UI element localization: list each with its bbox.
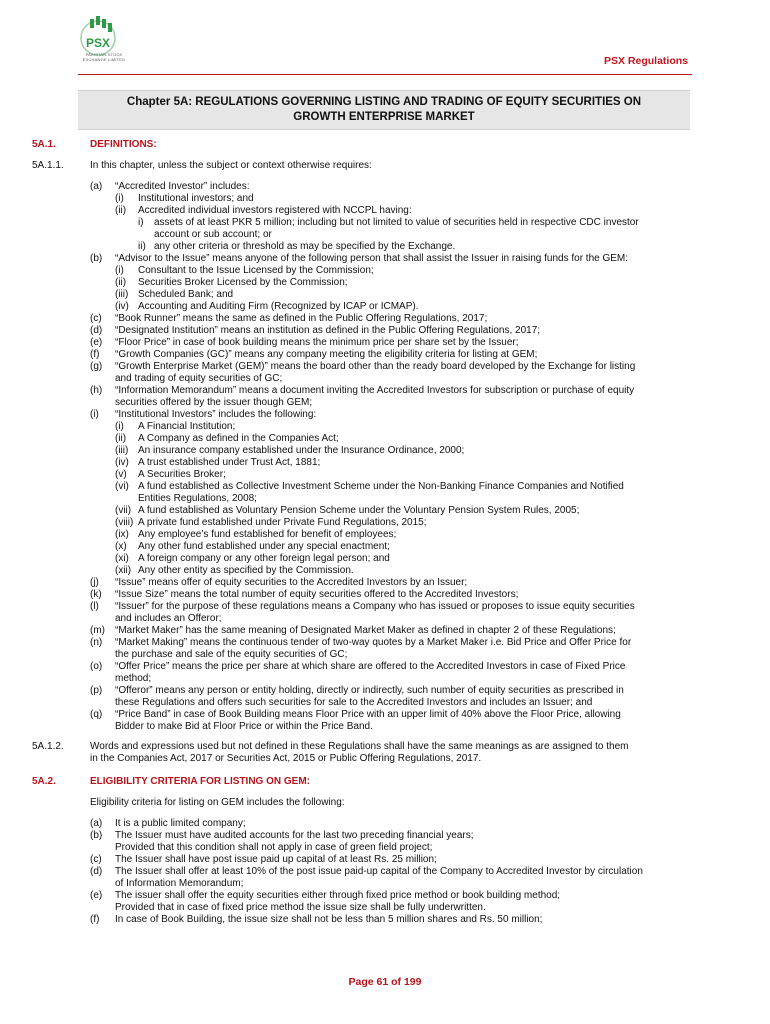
text-line: (ii) (115, 433, 127, 444)
text-line: (vii) (115, 505, 132, 516)
text-line: 5A.1.1. (32, 160, 64, 171)
text-line: A Company as defined in the Companies Act; (138, 433, 339, 444)
text-line: i) (138, 217, 144, 228)
text-line: (xi) (115, 553, 129, 564)
text-line: “Information Memorandum” means a document inviting the Accredited Investors for subscription or purchase of equity (115, 385, 635, 396)
text-line: A fund established as Collective Investment Scheme under the Non-Banking Finance Companies and Notified (138, 481, 624, 492)
page-number: Page 61 of 199 (348, 976, 422, 988)
text-line: (l) (90, 601, 99, 612)
text-line: Institutional investors; and (138, 193, 254, 204)
text-line: “Issue” means offer of equity securities to the Accredited Investors by an Issuer; (115, 577, 468, 588)
text-line: A Financial Institution; (138, 421, 236, 432)
text-line: “Offeror” means any person or entity holding, directly or indirectly, such number of equity securities as prescribed in (115, 685, 624, 696)
text-line: (i) (115, 421, 124, 432)
chapter-title-line-2: GROWTH ENTERPRISE MARKET (293, 111, 475, 123)
header-divider (78, 74, 692, 75)
text-line: “Price Band” in case of Book Building means Floor Price with an upper limit of 40% above the Floor Price, allowing (115, 709, 621, 720)
text-line: Consultant to the Issue Licensed by the Commission; (138, 265, 374, 276)
text-line: A private fund established under Private Fund Regulations, 2015; (138, 517, 427, 528)
text-line: of Information Memorandum; (115, 878, 244, 889)
logo-subtext: PAKISTAN STOCK EXCHANGE LIMITED (82, 52, 126, 62)
text-line: securities offered by the issuer though GEM; (115, 397, 313, 408)
text-line: “Institutional Investors” includes the following: (115, 409, 317, 420)
text-line: 5A.2. (32, 776, 56, 787)
text-line: the purchase and sale of the equity securities of GC; (115, 649, 348, 660)
text-line: any other criteria or threshold as may be specified by the Exchange. (154, 241, 456, 252)
text-line: Securities Broker Licensed by the Commission; (138, 277, 348, 288)
text-line: (h) (90, 385, 103, 396)
text-line: (iv) (115, 457, 129, 468)
text-line: “Floor Price” in case of book building means the minimum price per share set by the Issuer; (115, 337, 519, 348)
text-line: method; (115, 673, 152, 684)
text-line: (i) (90, 409, 99, 420)
text-line: (ii) (115, 277, 127, 288)
text-line: (ix) (115, 529, 129, 540)
text-line: The issuer shall offer the equity securities either through fixed price method or book building method; (115, 890, 561, 901)
text-line: (b) (90, 830, 103, 841)
text-line: (iii) (115, 445, 129, 456)
text-line: The Issuer shall offer at least 10% of the post issue paid-up capital of the Company to Accredited Investor by circulation (115, 866, 643, 877)
text-line: (iii) (115, 289, 129, 300)
text-line: (f) (90, 914, 100, 925)
text-line: (d) (90, 866, 103, 877)
text-line: ELIGIBILITY CRITERIA FOR LISTING ON GEM: (90, 776, 310, 787)
text-line: (d) (90, 325, 103, 336)
text-line: It is a public limited company; (115, 818, 246, 829)
text-line: in the Companies Act, 2017 or Securities Act, 2015 or Public Offering Regulations, 2017. (90, 753, 482, 764)
text-line: (a) (90, 181, 103, 192)
text-line: Any other entity as specified by the Commission. (138, 565, 354, 576)
text-line: (j) (90, 577, 99, 588)
text-line: “Issue Size” means the total number of equity securities offered to the Accredited Investors; (115, 589, 519, 600)
text-line: (i) (115, 193, 124, 204)
text-line: (b) (90, 253, 103, 264)
text-line: (k) (90, 589, 102, 600)
psx-logo (72, 14, 142, 76)
text-line: (g) (90, 361, 103, 372)
text-line: “Advisor to the Issue” means anyone of the following person that shall assist the Issuer in raising funds for the GEM: (115, 253, 629, 264)
text-line: (p) (90, 685, 103, 696)
text-line: (a) (90, 818, 103, 829)
text-line: The Issuer shall have post issue paid up capital of at least Rs. 25 million; (115, 854, 437, 865)
text-line: “Growth Enterprise Market (GEM)” means the board other than the ready board developed by the Exchange for listing (115, 361, 636, 372)
text-line: “Growth Companies (GC)” means any company meeting the eligibility criteria for listing at GEM; (115, 349, 538, 360)
text-line: “Market Maker” has the same meaning of Designated Market Maker as defined in chapter 2 of these Regulations; (115, 625, 616, 636)
text-line: “Accredited Investor” includes: (115, 181, 250, 192)
chapter-title-bar (78, 90, 690, 130)
text-line: Eligibility criteria for listing on GEM includes the following: (90, 797, 345, 808)
text-line: A foreign company or any other foreign legal person; and (138, 553, 390, 564)
text-line: (iv) (115, 301, 129, 312)
text-line: (e) (90, 890, 103, 901)
text-line: Accounting and Auditing Firm (Recognized by ICAP or ICMAP). (138, 301, 419, 312)
text-line: (viii) (115, 517, 134, 528)
chapter-title-line-1: Chapter 5A: REGULATIONS GOVERNING LISTING AND TRADING OF EQUITY SECURITIES ON (126, 96, 642, 108)
text-line: Bidder to make Bid at Floor Price or within the Price Band. (115, 721, 373, 732)
text-line: “Designated Institution” means an institution as defined in the Public Offering Regulations, 2017; (115, 325, 541, 336)
text-line: (e) (90, 337, 103, 348)
text-line: In case of Book Building, the issue size shall not be less than 5 million shares and Rs. 50 million; (115, 914, 543, 925)
header-title: PSX Regulations (603, 55, 688, 67)
text-line: assets of at least PKR 5 million; including but not limited to value of securities held in respective CDC investor (154, 217, 639, 228)
text-line: account or sub account; or (154, 229, 272, 240)
text-line: Any employee’s fund established for benefit of employees; (138, 529, 397, 540)
text-line: In this chapter, unless the subject or context otherwise requires: (90, 160, 372, 171)
text-line: (c) (90, 854, 102, 865)
text-line: An insurance company established under the Insurance Ordinance, 2000; (138, 445, 465, 456)
text-line: 5A.1.2. (32, 741, 64, 752)
text-line: “Market Making” means the continuous tender of two-way quotes by a Market Maker i.e. Bid Price and Offer Price for (115, 637, 632, 648)
text-line: Accredited individual investors registered with NCCPL having: (138, 205, 412, 216)
text-line: Provided that this condition shall not apply in case of green field project; (115, 842, 433, 853)
text-line: Entities Regulations, 2008; (138, 493, 257, 504)
text-line: Scheduled Bank; and (138, 289, 234, 300)
text-line: A Securities Broker; (138, 469, 226, 480)
text-line: “Offer Price” means the price per share at which share are offered to the Accredited Investors in case of Fixed Price (115, 661, 626, 672)
text-line: (v) (115, 469, 127, 480)
text-line: and includes an Offeror; (115, 613, 222, 624)
text-line: The Issuer must have audited accounts for the last two preceding financial years; (115, 830, 474, 841)
svg-text:PSX: PSX (85, 36, 111, 50)
text-line: (i) (115, 265, 124, 276)
text-line: DEFINITIONS: (90, 139, 157, 150)
text-line: A trust established under Trust Act, 1881; (138, 457, 321, 468)
text-line: ii) (138, 241, 146, 252)
text-line: (m) (90, 625, 105, 636)
text-line: Any other fund established under any special enactment; (138, 541, 390, 552)
text-line: 5A.1. (32, 139, 56, 150)
text-line: (ii) (115, 205, 127, 216)
text-line: (xii) (115, 565, 132, 576)
text-line: (o) (90, 661, 103, 672)
text-line: (f) (90, 349, 100, 360)
text-line: (q) (90, 709, 103, 720)
text-line: “Book Runner” means the same as defined in the Public Offering Regulations, 2017; (115, 313, 488, 324)
text-line: Provided that in case of fixed price method the issue size shall be fully underwritten. (115, 902, 486, 913)
text-line: A fund established as Voluntary Pension Scheme under the Voluntary Pension System Rules, 2005; (138, 505, 580, 516)
text-line: (n) (90, 637, 103, 648)
text-line: (c) (90, 313, 102, 324)
text-line: these Regulations and offers such securities for sale to the Accredited Investors and includes an Issuer; and (115, 697, 593, 708)
text-line: “Issuer” for the purpose of these regulations means a Company who has issued or proposes to issue equity securities (115, 601, 635, 612)
text-line: (vi) (115, 481, 129, 492)
text-line: (x) (115, 541, 127, 552)
text-line: and trading of equity securities of GC; (115, 373, 283, 384)
text-line: Words and expressions used but not defined in these Regulations shall have the same meanings as are assigned to them (90, 741, 629, 752)
